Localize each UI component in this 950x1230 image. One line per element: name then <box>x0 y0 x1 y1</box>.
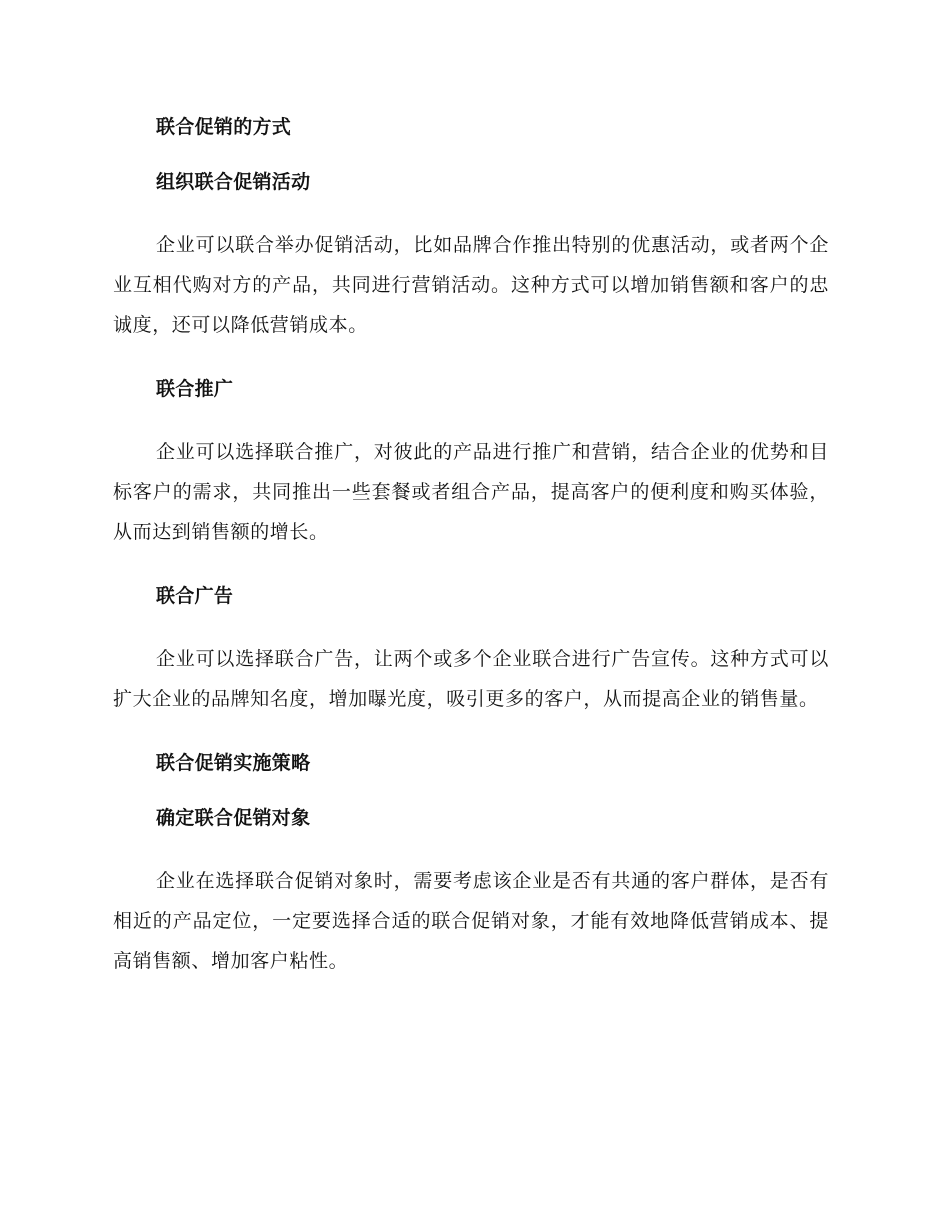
paragraph-joint-marketing: 企业可以选择联合推广，对彼此的产品进行推广和营销，结合企业的优势和目标客户的需求，共同推出一些套餐或者组合产品，提高客户的便利度和购买体验，从而达到销售额的增长。 <box>113 441 829 543</box>
subheading-choose-partner: 确定联合促销对象 <box>156 807 311 829</box>
paragraph-joint-promotion-activity: 企业可以联合举办促销活动，比如品牌合作推出特别的优惠活动，或者两个企业互相代购对方的产品，共同进行营销活动。这种方式可以增加销售额和客户的忠诚度，还可以降低营销成本。 <box>113 234 829 336</box>
section-heading-strategy: 联合促销实施策略 <box>156 752 311 774</box>
paragraph-choose-partner: 企业在选择联合促销对象时，需要考虑该企业是否有共通的客户群体，是否有相近的产品定位，一定要选择合适的联合促销对象，才能有效地降低营销成本、提高销售额、增加客户粘性。 <box>113 870 829 972</box>
subheading-joint-promotion-activity: 组织联合促销活动 <box>156 171 311 193</box>
section-heading-methods: 联合促销的方式 <box>156 116 292 138</box>
paragraph-joint-advertising: 企业可以选择联合广告，让两个或多个企业联合进行广告宣传。这种方式可以扩大企业的品牌知名度，增加曝光度，吸引更多的客户，从而提高企业的销售量。 <box>113 648 829 710</box>
subheading-joint-marketing: 联合推广 <box>156 378 234 400</box>
subheading-joint-advertising: 联合广告 <box>156 585 234 607</box>
